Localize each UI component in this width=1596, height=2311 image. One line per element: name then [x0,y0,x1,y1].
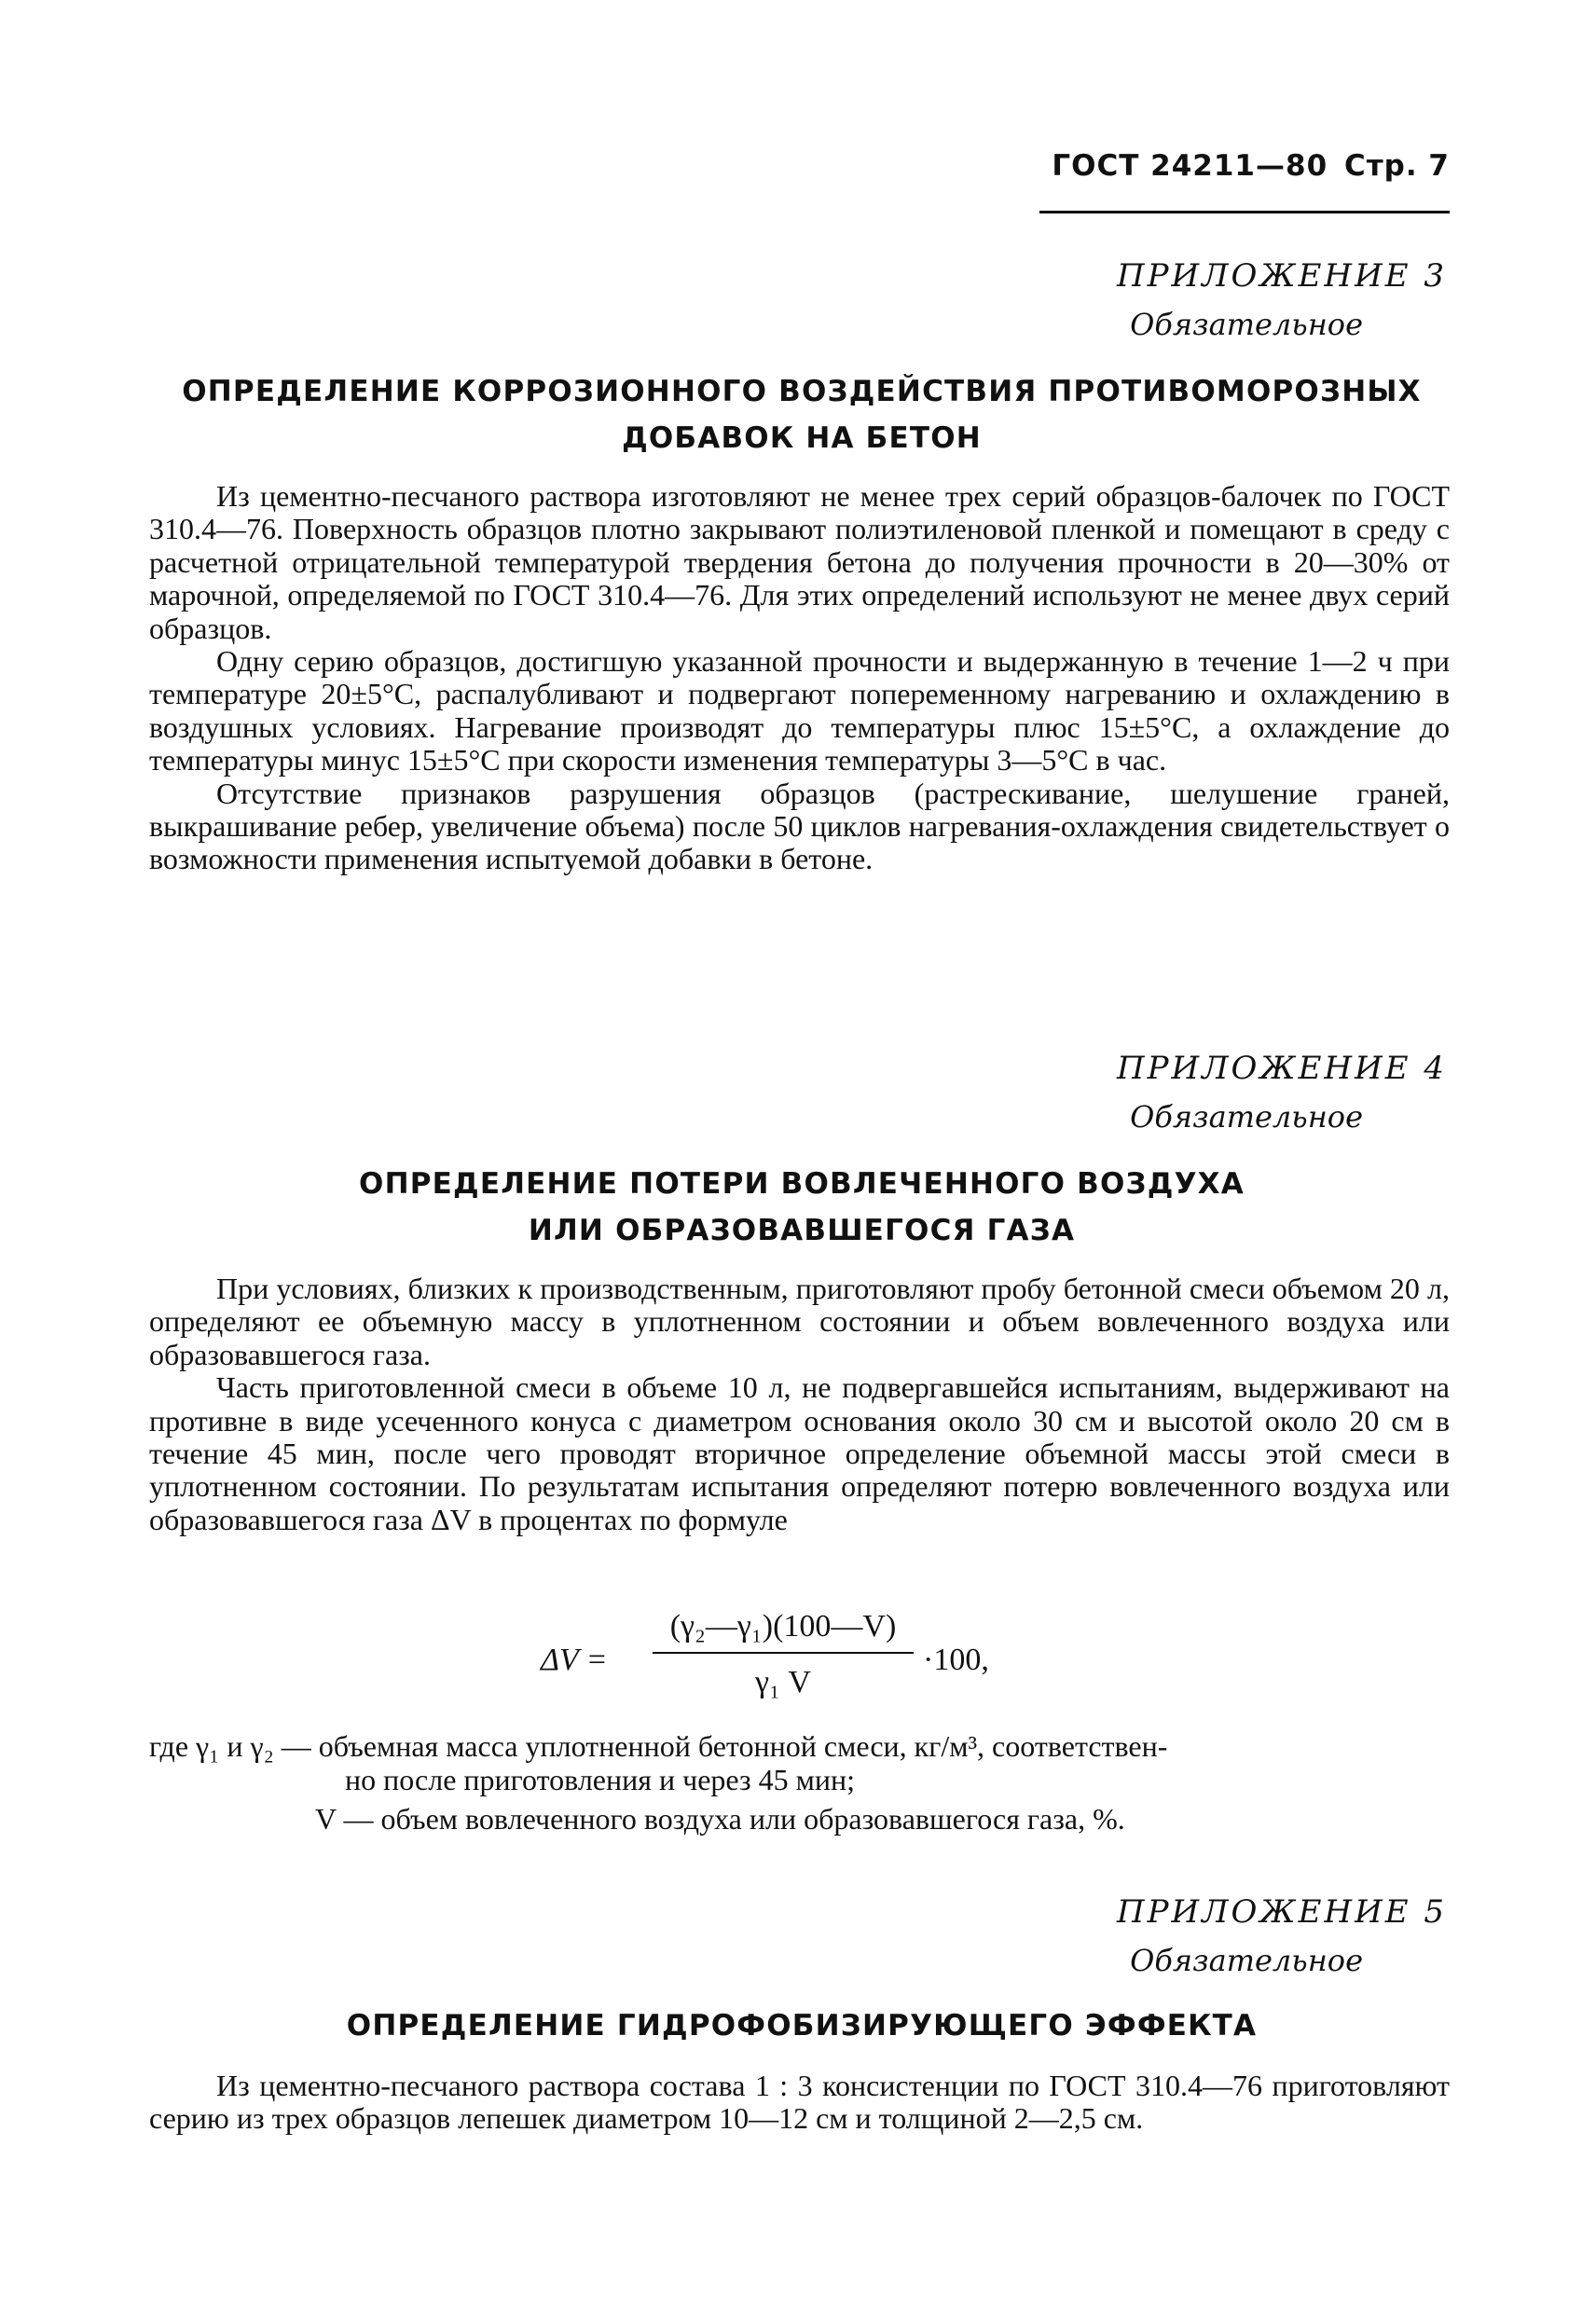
standard-number: ГОСТ 24211—80 [1052,149,1328,183]
appendix-5-label [887,1888,1447,1985]
appendix-3-status: Обязательное [1130,307,1363,342]
appendix-4-paragraph-2: Часть приготовленной смеси в объеме 10 л, не подвергавшейся испытаниям, выдерживают на противне в виде усеченного конуса с диаметром основания около 30 см и высотой около 20 см в течение 45 мин, после чего проводят вторичное определение объемной массы этой смеси в уплотненном состоянии. По результатам испытания определяют потерю вовлеченного воздуха или образовавшегося газа ΔV в процентах по формуле [149,1370,1450,1536]
appendix-3-paragraph-1: Из цементно-песчаного раствора изготовляют не менее трех серий образцов-балочек по ГОСТ 310.4—76. Поверхность образцов плотно закрывают полиэтиленовой пленкой и помещают в среду с расчетной отрицательной температурой твердения бетона до получения прочности в 20—30% от марочной, определяемой по ГОСТ 310.4—76. Для этих определений используют не менее двух серий образцов. [149,479,1450,645]
definition-gamma-line2: но после приготовления и через 45 мин; [345,1763,856,1796]
appendix-3-paragraph-2: Одну серию образцов, достигшую указанной прочности и выдержанную в течение 1—2 ч при температуре 20±5°С, распалубливают и подвергают попеременному нагреванию и охлаждению в воздушных условиях. Нагревание производят до температуры плюс 15±5°С, а охлаждение до температуры минус 15±5°С при скорости изменения температуры 3—5°С в час. [149,644,1450,777]
appendix-4-paragraph-1: При условиях, близких к производственным, приготовляют пробу бетонной смеси объемом 20 л, определяют ее объемную массу в уплотненном состоянии и объем вовлеченного воздуха или образовавшегося газа. [149,1272,1450,1371]
delta-v-formula [541,1603,1193,1725]
fraction-bar [653,1652,914,1654]
formula-denominator: γ₁ V [755,1665,811,1699]
formula-lhs: ΔV = [541,1643,608,1677]
appendix-3-title-line1: ОПРЕДЕЛЕНИЕ КОРРОЗИОННОГО ВОЗДЕЙСТВИЯ ПРОТИВОМОРОЗНЫХ [182,375,1422,408]
appendix-4-label [887,1044,1447,1141]
formula-definitions [149,1729,1454,1836]
appendix-4-title [149,1161,1454,1254]
appendix-5-title [149,2002,1454,2049]
formula-numerator: (γ₂—γ₁)(100—V) [669,1609,897,1644]
page-number: Стр. 7 [1343,149,1450,183]
appendix-5-body [149,2070,1450,2136]
definition-v: V — объем вовлеченного воздуха или образовавшегося газа, %. [315,1802,1125,1836]
appendix-4-title-line1: ОПРЕДЕЛЕНИЕ ПОТЕРИ ВОВЛЕЧЕННОГО ВОЗДУХА [359,1167,1245,1201]
definition-gamma-line1: где γ₁ и γ₂ — объемная масса уплотненной бетонной смеси, кг/м³, соответствен- [149,1729,1168,1763]
appendix-3-body [149,480,1450,876]
appendix-3-title [149,368,1454,461]
formula-multiplier: ·100, [923,1643,989,1677]
appendix-3-paragraph-3: Отсутствие признаков разрушения образцов (растрескивание, шелушение граней, выкрашивание ребер, увеличение объема) после 50 циклов нагревания-охлаждения свидетельствует о возможности применения испытуемой добавки в бетоне. [149,776,1450,876]
appendix-4-status: Обязательное [1130,1099,1363,1135]
appendix-5-paragraph-1: Из цементно-песчаного раствора состава 1 : 3 консистенции по ГОСТ 310.4—76 приготовляют серию из трех образцов лепешек диаметром 10—12 см и толщиной 2—2,5 см. [149,2069,1450,2136]
appendix-3-number: ПРИЛОЖЕНИЕ 3 [1116,257,1447,295]
appendix-5-title-line1: ОПРЕДЕЛЕНИЕ ГИДРОФОБИЗИРУЮЩЕГО ЭФФЕКТА [346,2009,1258,2043]
formula-fraction [653,1603,914,1706]
appendix-5-number: ПРИЛОЖЕНИЕ 5 [1116,1893,1447,1931]
appendix-3-title-line2: ДОБАВОК НА БЕТОН [622,421,982,455]
appendix-3-label [887,252,1447,349]
page-header [1039,149,1450,213]
appendix-5-status: Обязательное [1130,1943,1363,1978]
appendix-4-body [149,1272,1450,1536]
appendix-4-title-line2: ИЛИ ОБРАЗОВАВШЕГОСЯ ГАЗА [528,1214,1076,1247]
appendix-4-number: ПРИЛОЖЕНИЕ 4 [1116,1050,1447,1087]
